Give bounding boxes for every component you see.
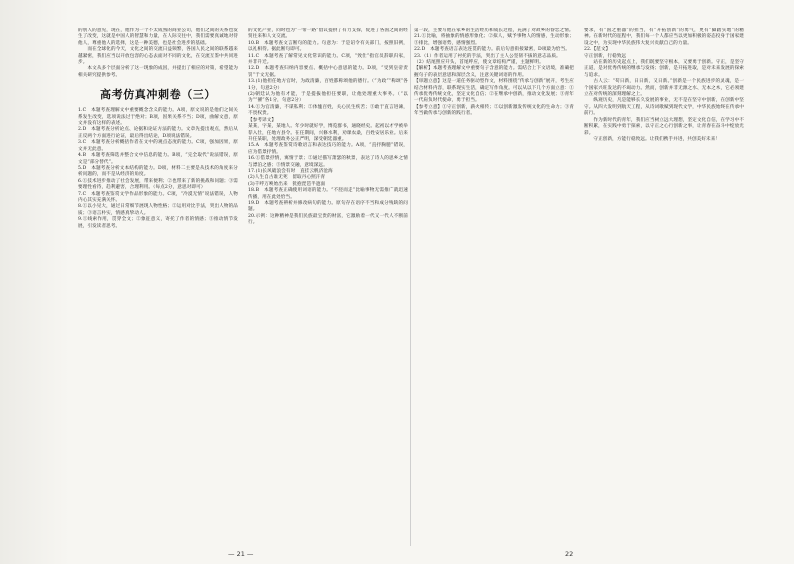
exam-title: 高考仿真冲刺卷（三） <box>100 88 216 102</box>
page-fold-shadow <box>0 0 70 564</box>
left-page-number: — 21 — <box>228 550 254 558</box>
right-col-a-answers: 第一段，主要写他在家乡的生活经历和成长过程，充满了对故乡的眷恋之情。 21.①比喻，将抽象的情感形象化；②拟人，赋予事物人的情感，生动形象；③排比，增强语势，感情强烈。 22.D 本题考查语言表达连贯的能力。前后句意衔接紧密，D项最为恰当。 23.（1）作者运用了衬托的手法，突出了主人公坚韧不拔的意志品质。 （2）结尾照应开头，首尾呼应，使文章结构严谨，主题鲜明。 【解析】本题考查理解文中重要句子含意的能力。需结合上下文语境，准确把握句子的表层意思和深层含义，注意关键词语的作用。 【审题立意】这是一道任务驱动型作文，材料围绕“传承与创新”展开，考生应结合材料内容，联系现实生活，确定写作角度。可以从以下几个方面立意：①传承优秀传统文化，坚定文化自信；②在继承中创新，推动文化发展；③青年一代肩负时代使命，勇于担当。 【参考立意】①守正创新，薪火相传；②以创新激发传统文化的生命力；③青年当做传承与创新的践行者。 <box>414 28 574 117</box>
right-column-b <box>584 28 744 544</box>
right-page <box>414 28 744 544</box>
left-column-b <box>248 28 408 544</box>
left-col-a-answers: 1.C 本题考查理解文中重要概念含义的能力。A项，原文说的是他们之间关系发生改变，选项说法过于绝对；B项，因果关系不当；D项，曲解文意，原文并没有这样的表述。 2.D 本题考查分析论点、论据和论证方法的能力。文章先提出观点，然后从正反两个方面进行论证，最后得出结论，D项说法错误。 3.C 本题考查分析概括作者在文中的观点态度的能力。C项，强加因果，原文并无此意。 4.B 本题考查筛选并整合文中信息的能力。B项，“完全取代”说法错误，原文是“部分替代”。 5.D 本题考查分析文本结构的能力。D项，材料二主要是从技术的角度来分析问题的，而不是从经济的角度。 6.①技术进步推动了社会发展，带来便利；②也带来了新的挑战和问题；③需要理性看待，趋利避害，合理利用。（每点2分，意思对即可） 7.C 本题考查鉴赏文学作品形象的能力。C项，“冷漠无情”说法错误，人物内心其实充满关怀。 8.①以小见大，通过日常细节展现人物性格；②运用对比手法，突出人物的品质；③语言朴实，情感真挚动人。 9.①线索作用，贯穿全文；②象征意义，寄托了作者的情感；③推动情节发展，引发读者思考。 <box>78 108 238 229</box>
left-column-a <box>78 28 238 544</box>
page-divider <box>410 24 411 546</box>
left-col-b-answers: 的文化产业，同时也为“一带一路”倡议提供了有力支撑，促进了各国之间的经贸往来和人文交流。 10.B 本题考查文言断句的能力。句意为：于是诏令有关部门，按照旧例，以礼相待。据此断句即可。 11.C 本题考查了解常见文化常识的能力。C项，“致仕”指官员辞职归家，并非升迁。 12.D 本题考查归纳内容要点、概括中心意思的能力。D项，“受到皇帝责罚”于文无据。 13.(1)他担任地方官时，为政清廉，百姓都称颂他的德行。（“为政”“称颂”各1分，句意2分） (2)朝廷认为他有才能，于是提拔他担任要职，让他处理重大事务。（“以为”“擢”各1分，句意2分） 14.①为官清廉，不谋私利；②体恤百姓，关心民生疾苦；③敢于直言进谏，不畏权贵。 【参考译文】 某某，字某，某地人。年少时就好学，博览群书，通晓经史。起初以才学被举荐入仕，任地方县令。在任期间，兴修水利，劝课农桑，百姓安居乐业。后来升任某职，处理政务公正严明，深受朝廷器重。 15.A 本题考查鉴赏诗歌语言和表达技巧的能力。A项，“直抒胸臆”错误，应为借景抒情。 16.①借景抒情，寓情于景；②通过描写萧瑟的秋景，表达了诗人的思乡之情与漂泊之感；③情景交融，意境深远。 17.(1)长风破浪会有时 直挂云帆济沧海 (2)人生自古谁无死 留取丹心照汗青 (3)千呼万唤始出来 犹抱琵琶半遮面 18.B 本题考查正确使用词语的能力。“不胫而走”比喻事物无需推广就迅速传播，用在此处恰当。 19.D 本题考查辨析并修改病句的能力。原句存在语序不当和成分残缺的问题。 20.示例：这种精神是我们民族最宝贵的财富，它激励着一代又一代人不断前行。 <box>248 28 408 226</box>
left-col-a-intro: 的别人的意见，现在，他作为一个不太成熟的商业公司，他们之间的关系也发生了改变，这就是中国人的智慧和力量，在人际交往中，我们需要真诚地对待他人，尊重他人的选择，这是一种美德，也是社会进步的基础。 而在全球化的今天，文化之间的交流日益频繁，各国人民之间的联系越来越紧密，我们应当以开放包容的心态去面对不同的文化，在交流互鉴中共同进步。 本文从多个层面分析了这一现象的成因，并提出了相应的对策，希望能为相关研究提供参考。 <box>78 28 238 78</box>
left-page <box>78 28 408 544</box>
right-column-a <box>414 28 574 544</box>
right-col-b-essay: 要求，有“国之重器”的担当，有“开拓创新”的勇气，更有“脚踏实地”的精神。在新时代的征程中，我们每一个人都应当以更加积极的姿态投身于国家建设之中，为实现中华民族伟大复兴贡献自己的力量。 22.【范文】 守正创新，行稳致远 站在新的历史起点上，我们既要坚守根本，又要勇于创新。守正，是坚守正道，是对优秀传统的继承与发扬；创新，是开拓进取，是对未来发展的探索与追求。 古人云：“苟日新，日日新，又日新。”创新是一个民族进步的灵魂，是一个国家兴旺发达的不竭动力。然而，创新并非无源之水、无本之木，它必须建立在对传统的深刻理解之上。 纵观历史，凡是能够长久发展的事业，无不是在坚守中创新，在创新中坚守。从四大发明到航天工程，从诗词歌赋到现代文学，中华民族始终在传承中前行。 作为新时代的青年，我们应当树立远大理想，坚定文化自信，在学习中不断积累，在实践中勇于探索，以守正之心行创新之事，让青春在奋斗中绽放光彩。 守正创新，方能行稳致远。让我们携手并进，共创美好未来！ <box>584 28 744 142</box>
right-page-number: 22 <box>565 550 574 558</box>
